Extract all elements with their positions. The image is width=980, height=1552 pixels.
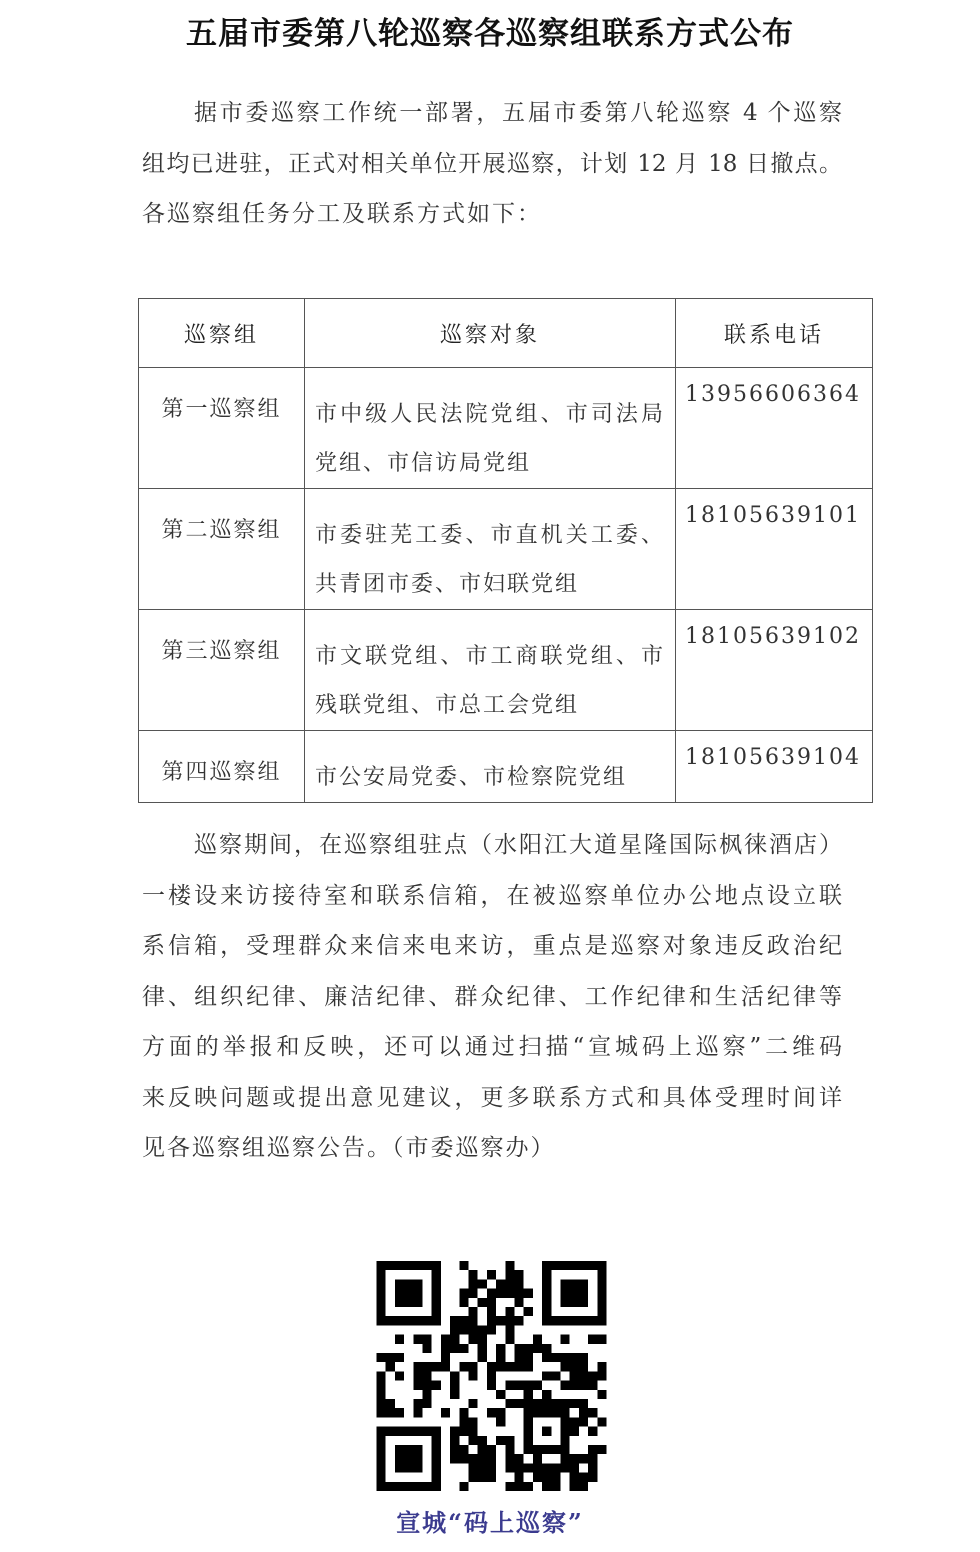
qr-module (478, 1325, 487, 1334)
qr-module (588, 1408, 597, 1417)
qr-module (413, 1381, 422, 1390)
qr-module (597, 1417, 606, 1426)
qr-module (423, 1344, 432, 1353)
qr-module (423, 1381, 432, 1390)
qr-module (423, 1371, 432, 1380)
qr-module (588, 1463, 597, 1472)
qr-module (469, 1454, 478, 1463)
qr-module (487, 1307, 496, 1316)
qr-module (469, 1399, 478, 1408)
qr-caption: 宣城“码上巡察” (396, 1508, 584, 1537)
qr-module (469, 1270, 478, 1279)
qr-module (413, 1399, 422, 1408)
qr-module (542, 1390, 551, 1399)
qr-module (524, 1381, 533, 1390)
qr-module (570, 1454, 579, 1463)
qr-module (413, 1408, 422, 1417)
qr-module (459, 1427, 468, 1436)
qr-module (570, 1399, 579, 1408)
qr-module (570, 1482, 579, 1491)
body-line: 见各巡察组巡察公告。（市委巡察办） (142, 1135, 556, 1161)
qr-module (478, 1445, 487, 1454)
qr-module (579, 1381, 588, 1390)
qr-module (533, 1335, 542, 1344)
qr-module (459, 1408, 468, 1417)
qr-module (487, 1325, 496, 1334)
qr-module (487, 1473, 496, 1482)
qr-module (459, 1445, 468, 1454)
qr-module (450, 1335, 459, 1344)
qr-module (469, 1463, 478, 1472)
body-line: 律、组织纪律、廉洁纪律、群众纪律、工作纪律和生活纪律等 (142, 983, 842, 1010)
qr-module (478, 1279, 487, 1288)
page-title: 五届市委第八轮巡察各巡察组联系方式公布 (186, 16, 794, 52)
qr-module (469, 1362, 478, 1371)
qr-module (478, 1298, 487, 1307)
qr-module (588, 1371, 597, 1380)
qr-module (524, 1353, 533, 1362)
qr-module (487, 1408, 496, 1417)
qr-module (469, 1436, 478, 1445)
qr-module (505, 1463, 514, 1472)
qr-module (469, 1325, 478, 1334)
qr-module (524, 1307, 533, 1316)
qr-module (551, 1473, 560, 1482)
qr-module (459, 1316, 468, 1325)
qr-module (570, 1463, 579, 1472)
phone-cell: 18105639104 (676, 731, 873, 803)
group-cell: 第二巡察组 (139, 489, 305, 610)
qr-module (459, 1325, 468, 1334)
qr-module (386, 1362, 395, 1371)
qr-module (551, 1353, 560, 1362)
qr-module (441, 1344, 450, 1353)
qr-module (579, 1408, 588, 1417)
qr-module (487, 1298, 496, 1307)
qr-module (496, 1362, 505, 1371)
header-phone: 联系电话 (676, 299, 873, 368)
qr-module (515, 1463, 524, 1472)
qr-module (505, 1307, 514, 1316)
qr-module (597, 1390, 606, 1399)
qr-module (515, 1362, 524, 1371)
intro-line: 组均已进驻，正式对相关单位开展巡察，计划 12 月 18 日撤点。 (142, 150, 842, 177)
contact-table (138, 298, 873, 803)
qr-module (395, 1445, 423, 1473)
qr-code-image (374, 1261, 609, 1491)
qr-module (542, 1399, 551, 1408)
qr-module (570, 1362, 579, 1371)
qr-module (505, 1270, 514, 1279)
qr-module (515, 1316, 524, 1325)
qr-module (377, 1408, 386, 1417)
qr-module (524, 1482, 533, 1491)
qr-module (450, 1344, 459, 1353)
qr-module (478, 1463, 487, 1472)
qr-module (496, 1436, 505, 1445)
qr-module (551, 1482, 560, 1491)
qr-module (423, 1390, 432, 1399)
qr-module (505, 1279, 514, 1288)
qr-module (570, 1381, 579, 1390)
qr-module (459, 1362, 468, 1371)
qr-module (478, 1353, 487, 1362)
qr-module (579, 1482, 588, 1491)
qr-module (441, 1362, 450, 1371)
qr-module (413, 1335, 422, 1344)
targets-cell: 市文联党组、市工商联党组、市残联党组、市总工会党组 (305, 610, 676, 731)
qr-module (459, 1344, 468, 1353)
qr-module (570, 1417, 579, 1426)
qr-module (450, 1427, 459, 1436)
qr-module (579, 1353, 588, 1362)
qr-module (505, 1454, 514, 1463)
qr-module (469, 1417, 478, 1426)
qr-module (524, 1399, 533, 1408)
qr-module (496, 1316, 505, 1325)
body-line: 来反映问题或提出意见建议，更多联系方式和具体受理时间详 (142, 1084, 842, 1111)
qr-module (496, 1408, 505, 1417)
qr-module (570, 1371, 579, 1380)
phone-cell: 18105639101 (676, 489, 873, 610)
qr-module (450, 1436, 459, 1445)
qr-module (588, 1335, 597, 1344)
qr-module (386, 1408, 395, 1417)
qr-module (515, 1279, 524, 1288)
intro-paragraph (142, 88, 842, 240)
qr-module (413, 1371, 422, 1380)
qr-module (377, 1390, 386, 1399)
qr-module (515, 1473, 524, 1482)
qr-module (469, 1307, 478, 1316)
qr-module (542, 1371, 551, 1380)
qr-module (524, 1463, 533, 1472)
table-row (139, 610, 873, 731)
qr-module (469, 1316, 478, 1325)
qr-module (588, 1427, 597, 1436)
phone-cell: 18105639102 (676, 610, 873, 731)
qr-module (515, 1482, 524, 1491)
qr-module (533, 1454, 542, 1463)
qr-module (469, 1473, 478, 1482)
qr-module (441, 1408, 450, 1417)
qr-module (561, 1381, 570, 1390)
qr-module (459, 1454, 468, 1463)
qr-module (588, 1454, 597, 1463)
qr-module (377, 1381, 386, 1390)
qr-module (487, 1454, 496, 1463)
qr-module (542, 1353, 551, 1362)
qr-module (542, 1473, 551, 1482)
qr-module (524, 1289, 533, 1298)
qr-module (478, 1335, 487, 1344)
body-line: 一楼设来访接待室和联系信箱，在被巡察单位办公地点设立联 (142, 882, 842, 909)
qr-module (505, 1325, 514, 1334)
table-header-row (139, 299, 873, 368)
qr-module (515, 1399, 524, 1408)
qr-module (487, 1362, 496, 1371)
qr-module (450, 1454, 459, 1463)
qr-module (496, 1289, 505, 1298)
qr-module (496, 1344, 505, 1353)
table-row (139, 368, 873, 489)
qr-module (579, 1473, 588, 1482)
qr-module (515, 1298, 524, 1307)
qr-module (542, 1463, 551, 1472)
qr-module (432, 1362, 441, 1371)
qr-module (459, 1261, 468, 1270)
qr-module (597, 1445, 606, 1454)
intro-line: 据市委巡察工作统一部署，五届市委第八轮巡察 4 个巡察 (194, 100, 842, 126)
qr-module (570, 1427, 579, 1436)
qr-module (515, 1344, 524, 1353)
qr-module (542, 1344, 551, 1353)
qr-module (469, 1335, 478, 1344)
targets-cell: 市公安局党委、市检察院党组 (305, 731, 676, 803)
qr-module (459, 1289, 468, 1298)
targets-cell: 市中级人民法院党组、市司法局党组、市信访局党组 (305, 368, 676, 489)
header-group: 巡察组 (139, 299, 305, 368)
qr-module (469, 1279, 478, 1288)
qr-module (487, 1445, 496, 1454)
qr-module (551, 1399, 560, 1408)
qr-module (496, 1353, 505, 1362)
qr-module (386, 1353, 395, 1362)
qr-module (505, 1445, 514, 1454)
qr-module (579, 1371, 588, 1380)
qr-module (487, 1316, 496, 1325)
body-line: 系信箱，受理群众来信来电来访，重点是巡察对象违反政治纪 (142, 933, 842, 959)
qr-module (469, 1371, 478, 1380)
targets-cell: 市委驻芜工委、市直机关工委、共青团市委、市妇联党组 (305, 489, 676, 610)
qr-module (469, 1289, 478, 1298)
qr-module (478, 1344, 487, 1353)
qr-module (441, 1353, 450, 1362)
qr-module (505, 1381, 514, 1390)
qr-module (561, 1399, 570, 1408)
qr-module (395, 1408, 404, 1417)
qr-module (496, 1417, 505, 1426)
qr-module (450, 1316, 459, 1325)
qr-module (515, 1353, 524, 1362)
qr-module (579, 1362, 588, 1371)
qr-module (505, 1335, 514, 1344)
qr-module (432, 1381, 441, 1390)
qr-module (570, 1473, 579, 1482)
qr-module (478, 1473, 487, 1482)
intro-line: 各巡察组任务分工及联系方式如下： (142, 201, 542, 227)
header-targets: 巡察对象 (305, 299, 676, 368)
qr-module (450, 1371, 459, 1380)
qr-module (478, 1454, 487, 1463)
qr-module (597, 1362, 606, 1371)
qr-module (524, 1390, 533, 1399)
qr-module (533, 1399, 542, 1408)
qr-module (561, 1279, 589, 1307)
qr-module (588, 1381, 597, 1390)
qr-module (579, 1417, 588, 1426)
qr-module (597, 1335, 606, 1344)
qr-module (459, 1298, 468, 1307)
qr-module (377, 1371, 386, 1380)
qr-module (505, 1316, 514, 1325)
qr-module (450, 1381, 459, 1390)
qr-module (487, 1463, 496, 1472)
qr-module (459, 1417, 468, 1426)
qr-module (579, 1399, 588, 1408)
qr-module (588, 1473, 597, 1482)
table-row (139, 489, 873, 610)
group-cell: 第一巡察组 (139, 368, 305, 489)
qr-module (515, 1289, 524, 1298)
table-row (139, 731, 873, 803)
qr-module (524, 1362, 533, 1371)
qr-module (395, 1335, 404, 1344)
qr-module (524, 1344, 533, 1353)
qr-module (533, 1463, 542, 1472)
qr-module (377, 1399, 386, 1408)
phone-cell: 13956606364 (676, 368, 873, 489)
qr-module (395, 1353, 404, 1362)
qr-module (542, 1482, 551, 1491)
qr-module (515, 1270, 524, 1279)
qr-module (450, 1445, 459, 1454)
qr-module (505, 1436, 514, 1445)
qr-module (561, 1353, 570, 1362)
qr-module (533, 1344, 542, 1353)
qr-module (597, 1371, 606, 1380)
body-line: 方面的举报和反映，还可以通过扫描“宣城码上巡察”二维码 (142, 1034, 842, 1060)
qr-module (551, 1371, 560, 1380)
qr-module (441, 1335, 450, 1344)
qr-module (505, 1482, 514, 1491)
qr-module (496, 1390, 505, 1399)
qr-module (478, 1436, 487, 1445)
qr-module (487, 1270, 496, 1279)
qr-module (423, 1362, 432, 1371)
qr-module (395, 1279, 423, 1307)
body-paragraph (142, 820, 842, 1174)
qr-module (579, 1454, 588, 1463)
qr-module (487, 1289, 496, 1298)
qr-module (561, 1335, 570, 1344)
qr-module (505, 1261, 514, 1270)
qr-module (423, 1335, 432, 1344)
qr-module (561, 1362, 570, 1371)
qr-module (386, 1399, 395, 1408)
qr-module (533, 1381, 542, 1390)
group-cell: 第三巡察组 (139, 610, 305, 731)
qr-module (542, 1427, 551, 1436)
qr-module (469, 1427, 478, 1436)
qr-module (515, 1381, 524, 1390)
qr-module (561, 1463, 570, 1472)
qr-module (487, 1371, 496, 1380)
qr-module (551, 1463, 560, 1472)
qr-module (561, 1454, 570, 1463)
qr-module (487, 1381, 496, 1390)
qr-module (450, 1390, 459, 1399)
group-cell: 第四巡察组 (139, 731, 305, 803)
qr-module (459, 1482, 468, 1491)
qr-module (423, 1399, 432, 1408)
qr-module (570, 1353, 579, 1362)
qr-module (395, 1371, 404, 1380)
qr-module (588, 1445, 597, 1454)
qr-module (533, 1473, 542, 1482)
qr-module (413, 1362, 422, 1371)
qr-module (505, 1399, 514, 1408)
qr-module (505, 1362, 514, 1371)
qr-module (505, 1289, 514, 1298)
body-line: 巡察期间，在巡察组驻点（水阳江大道星隆国际枫徕酒店） (194, 832, 842, 858)
qr-module (377, 1353, 386, 1362)
qr-module (450, 1325, 459, 1334)
qr-module (496, 1279, 505, 1288)
qr-module (515, 1454, 524, 1463)
